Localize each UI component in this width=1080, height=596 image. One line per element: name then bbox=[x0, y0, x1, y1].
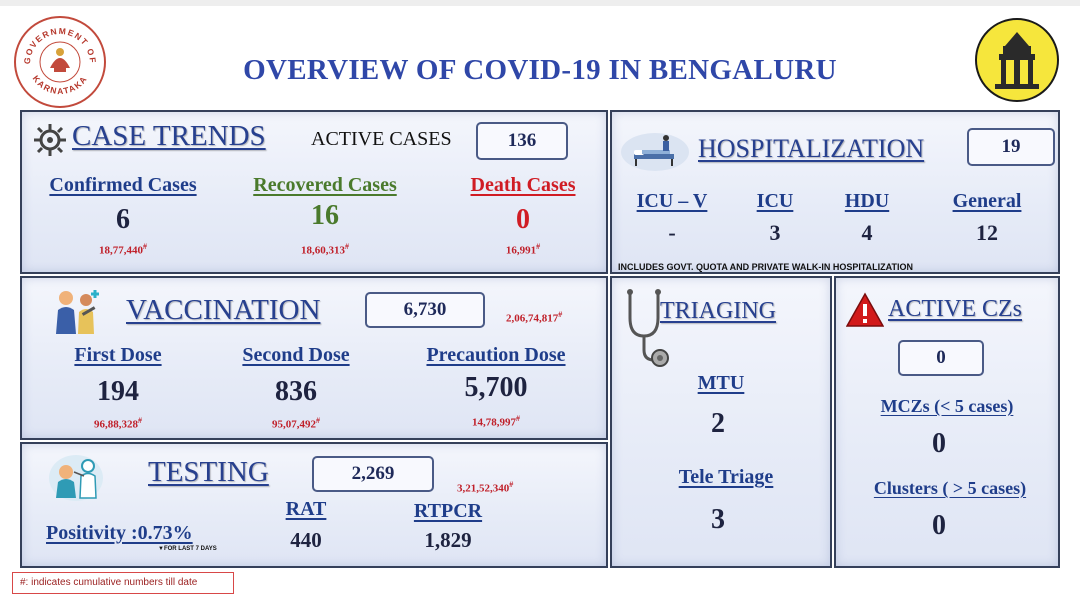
precaution-dose-cumulative: 14,78,997# bbox=[472, 414, 520, 429]
hdu-value: 4 bbox=[861, 220, 873, 245]
confirmed-cases-label: Confirmed Cases bbox=[49, 174, 197, 196]
precaution-dose-value: 5,700 bbox=[464, 372, 528, 403]
swab-test-icon bbox=[48, 452, 104, 502]
hospitalization-total: 19 bbox=[967, 128, 1055, 166]
death-cases-label: Death Cases bbox=[470, 174, 576, 196]
recovered-cases-label: Recovered Cases bbox=[253, 174, 397, 196]
hospitalization-heading: HOSPITALIZATION bbox=[698, 134, 925, 163]
second-dose-label: Second Dose bbox=[242, 344, 350, 366]
hospitalization-panel bbox=[610, 110, 1060, 274]
testing-panel bbox=[20, 442, 608, 568]
first-dose-value: 194 bbox=[97, 376, 139, 407]
first-dose-label: First Dose bbox=[74, 344, 162, 366]
case-trends-heading: CASE TRENDS bbox=[72, 120, 266, 152]
death-cases-value: 0 bbox=[516, 204, 530, 235]
death-cases-cumulative: 16,991# bbox=[505, 242, 541, 257]
hdu-label: HDU bbox=[844, 190, 890, 212]
mtu-label: MTU bbox=[697, 372, 745, 394]
case-trends-panel bbox=[20, 110, 608, 274]
rtpcr-value: 1,829 bbox=[424, 528, 472, 552]
confirmed-cases-value: 6 bbox=[116, 204, 130, 235]
rat-value: 440 bbox=[290, 528, 322, 552]
page-title: OVERVIEW OF COVID-19 IN BENGALURU bbox=[243, 54, 837, 86]
general-label: General bbox=[952, 190, 1022, 212]
positivity-note: ▼FOR LAST 7 DAYS bbox=[158, 546, 217, 552]
first-dose-cumulative: 96,88,328# bbox=[94, 416, 142, 431]
tele-triage-label: Tele Triage bbox=[678, 466, 774, 488]
vaccination-total: 6,730 bbox=[365, 292, 485, 328]
active-czs-total: 0 bbox=[898, 340, 984, 376]
triaging-panel bbox=[610, 276, 832, 568]
virus-icon bbox=[32, 122, 68, 158]
vaccination-heading: VACCINATION bbox=[126, 294, 321, 326]
seal-bottom-text: KARNATAKA bbox=[30, 73, 90, 97]
triaging-heading: TRIAGING bbox=[660, 298, 776, 324]
icu-v-label: ICU – V bbox=[636, 190, 708, 212]
confirmed-cases-cumulative: 18,77,440# bbox=[99, 242, 147, 257]
rat-label: RAT bbox=[285, 498, 327, 520]
testing-cumulative: 3,21,52,340# bbox=[457, 480, 514, 495]
active-cases-label: ACTIVE CASES bbox=[311, 128, 452, 150]
icu-label: ICU bbox=[756, 190, 794, 212]
clusters-value: 0 bbox=[932, 510, 946, 541]
general-value: 12 bbox=[976, 220, 998, 245]
mtu-value: 2 bbox=[711, 408, 725, 439]
vaccine-icon bbox=[48, 284, 104, 340]
icu-value: 3 bbox=[769, 220, 781, 245]
active-czs-heading: ACTIVE CZs bbox=[888, 296, 1022, 322]
warning-icon bbox=[846, 292, 884, 328]
top-divider bbox=[0, 0, 1080, 6]
tele-triage-value: 3 bbox=[711, 504, 725, 535]
rtpcr-label: RTPCR bbox=[413, 500, 483, 522]
mczs-value: 0 bbox=[932, 428, 946, 459]
hospitalization-note: INCLUDES GOVT. QUOTA AND PRIVATE WALK-IN HOSPITALIZATION bbox=[618, 262, 913, 272]
triangle-down-icon: ▼ bbox=[158, 546, 164, 552]
hospital-bed-icon bbox=[620, 128, 690, 172]
second-dose-cumulative: 95,07,492# bbox=[272, 416, 320, 431]
testing-total: 2,269 bbox=[312, 456, 434, 492]
vaccination-cumulative: 2,06,74,817# bbox=[506, 310, 563, 325]
active-czs-panel bbox=[834, 276, 1060, 568]
positivity-rate: Positivity :0.73% bbox=[46, 522, 193, 544]
seal-top-text: GOVERNMENT OF bbox=[21, 25, 99, 65]
recovered-cases-value: 16 bbox=[311, 200, 339, 231]
temple-logo-icon bbox=[975, 18, 1059, 102]
clusters-label: Clusters ( > 5 cases) bbox=[873, 478, 1027, 498]
mczs-label: MCZs (< 5 cases) bbox=[880, 396, 1014, 416]
vaccination-panel bbox=[20, 276, 608, 440]
precaution-dose-label: Precaution Dose bbox=[426, 344, 566, 366]
recovered-cases-cumulative: 18,60,313# bbox=[301, 242, 349, 257]
icu-v-value: - bbox=[668, 220, 676, 245]
second-dose-value: 836 bbox=[275, 376, 317, 407]
testing-heading: TESTING bbox=[148, 456, 269, 488]
footnote: #: indicates cumulative numbers till date bbox=[12, 572, 234, 594]
active-cases-value: 136 bbox=[476, 122, 568, 160]
